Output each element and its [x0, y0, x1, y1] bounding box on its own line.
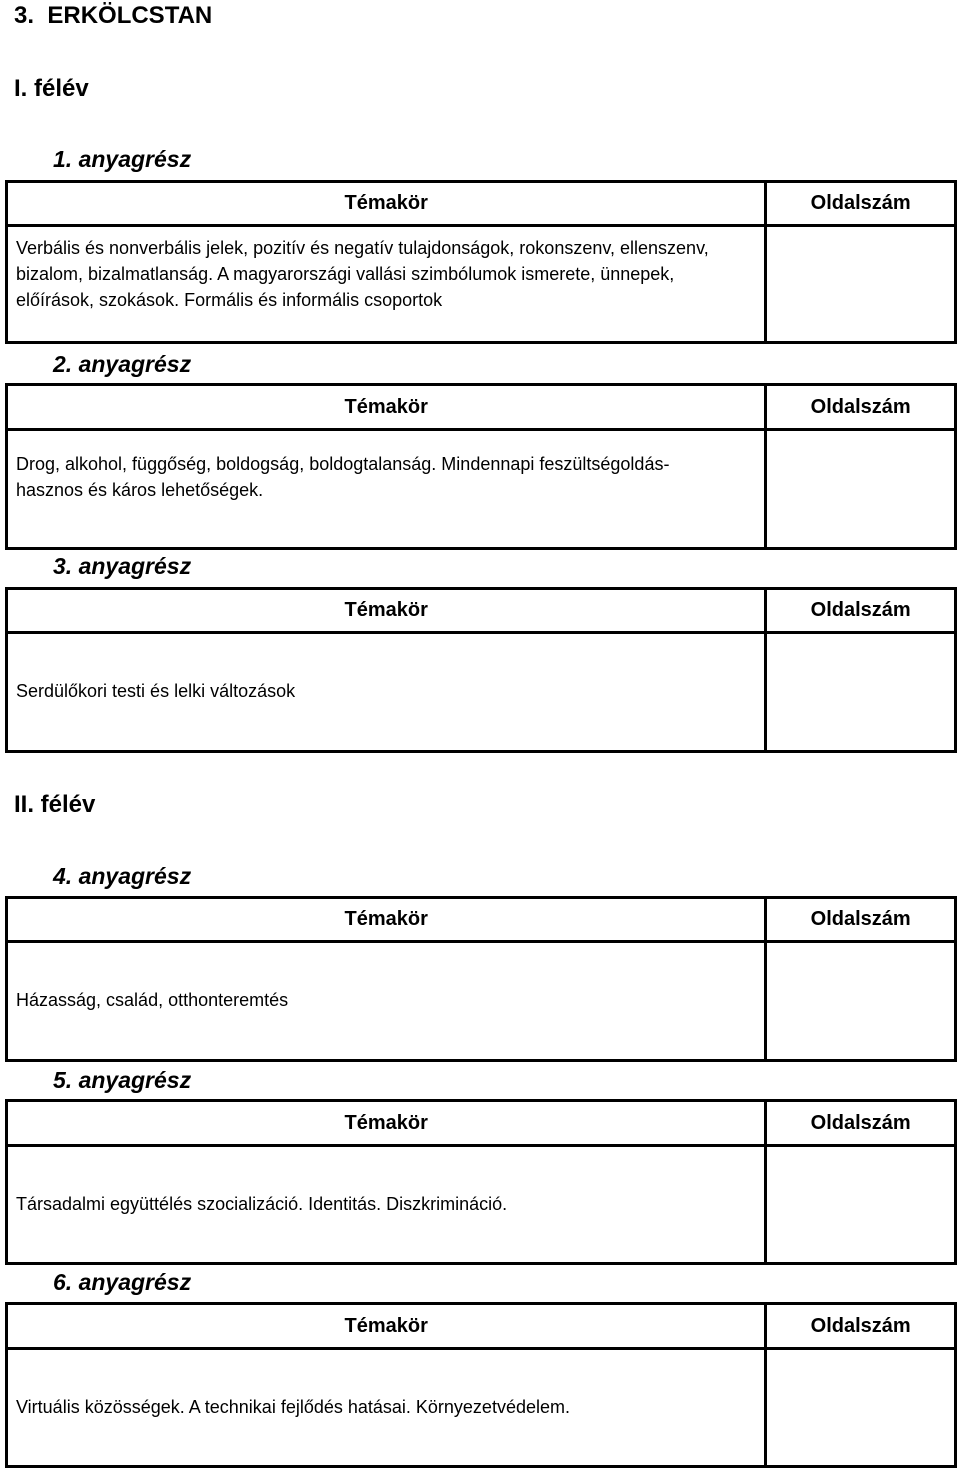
topic-text: Serdülőkori testi és lelki változások [16, 681, 296, 701]
topic-text: Társadalmi együttélés szocializáció. Identitás. Diszkrimináció. [16, 1194, 508, 1214]
part-4-table [5, 896, 957, 1062]
page-header: Oldalszám [766, 182, 956, 226]
topic-header: Témakör [7, 1101, 766, 1146]
page-cell [766, 1146, 956, 1264]
part-2-table [5, 383, 957, 550]
topic-header: Témakör [7, 589, 766, 633]
page-cell [766, 942, 956, 1061]
topic-header: Témakör [7, 898, 766, 942]
topic-cell [7, 226, 766, 343]
page-header: Oldalszám [766, 898, 956, 942]
topic-text: Verbális és nonverbális jelek, pozitív és negatív tulajdonságok, rokonszenv, ellenszenv, bizalom, bizalmatlanság. A magyarországi vallási szimbólumok ismerete, ünnepek, előírások, szokások. Formális és informális csoportok [16, 238, 709, 310]
part-3-label: 3. anyagrész [53, 553, 192, 579]
part-6-table [5, 1302, 957, 1468]
part-4-label: 4. anyagrész [53, 863, 192, 889]
topic-cell [7, 430, 766, 549]
page-cell [766, 633, 956, 752]
page-cell [766, 226, 956, 343]
part-3-table [5, 587, 957, 753]
part-1-label: 1. anyagrész [53, 146, 192, 172]
page-header: Oldalszám [766, 385, 956, 430]
topic-text: Virtuális közösségek. A technikai fejlődés hatásai. Környezetvédelem. [16, 1397, 570, 1417]
topic-text: Drog, alkohol, függőség, boldogság, boldogtalanság. Mindennapi feszültségoldás- hasznos és káros lehetőségek. [16, 454, 670, 500]
part-5-label: 5. anyagrész [53, 1067, 192, 1093]
page-cell [766, 430, 956, 549]
topic-header: Témakör [7, 182, 766, 226]
document-title: 3. ERKÖLCSTAN [14, 2, 213, 29]
topic-cell [7, 1349, 766, 1467]
page-header: Oldalszám [766, 1101, 956, 1146]
part-6-label: 6. anyagrész [53, 1269, 192, 1295]
part-2-label: 2. anyagrész [53, 351, 192, 377]
part-1-table [5, 180, 957, 344]
page-header: Oldalszám [766, 589, 956, 633]
page-cell [766, 1349, 956, 1467]
topic-text: Házasság, család, otthonteremtés [16, 990, 289, 1010]
semester-2-heading: II. félév [14, 791, 96, 818]
topic-cell [7, 942, 766, 1061]
topic-cell [7, 1146, 766, 1264]
topic-header: Témakör [7, 1304, 766, 1349]
semester-1-heading: I. félév [14, 75, 89, 102]
topic-header: Témakör [7, 385, 766, 430]
page-header: Oldalszám [766, 1304, 956, 1349]
part-5-table [5, 1099, 957, 1265]
topic-cell [7, 633, 766, 752]
